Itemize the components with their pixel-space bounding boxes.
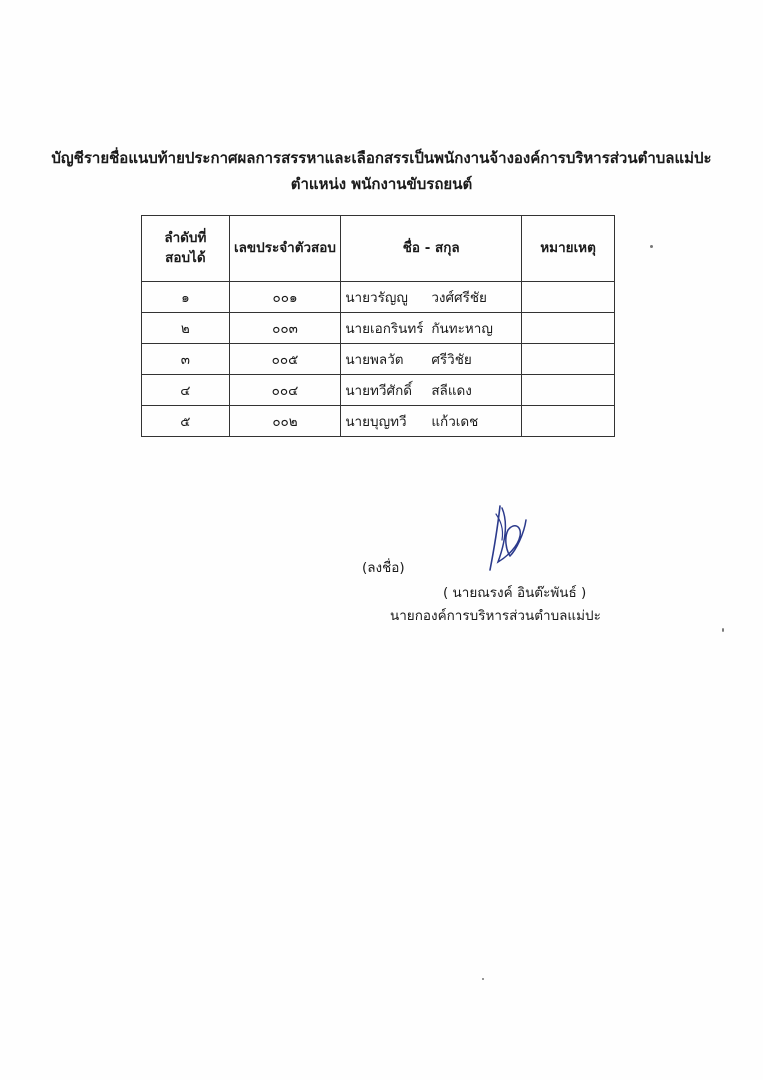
cell-rank: ๕: [142, 406, 230, 437]
cell-name: [341, 375, 522, 406]
table-row: [142, 344, 615, 375]
cell-exam-id: ๐๐๓: [229, 313, 341, 344]
handwritten-signature: [478, 500, 548, 578]
header-rank: [142, 216, 230, 282]
table-row: [142, 313, 615, 344]
header-name: ชื่อ - สกุล: [341, 216, 522, 282]
first-name: นายพลวัต: [345, 352, 404, 368]
header-rank-line1: ลำดับที่: [164, 229, 207, 246]
header-rank-line2: สอบได้: [165, 249, 206, 266]
document-title: บัญชีรายชื่อแนบท้ายประกาศผลการสรรหาและเลือกสรรเป็นพนักงานจ้างองค์การบริหารส่วนตำบลแม่ปะ: [51, 149, 712, 167]
cell-exam-id: ๐๐๑: [229, 282, 341, 313]
last-name: วงศ์ศรีชัย: [431, 290, 487, 306]
cell-remark: [522, 344, 615, 375]
table-header-row: [142, 216, 615, 282]
table-row: [142, 375, 615, 406]
header-exam-id: เลขประจำตัวสอบ: [229, 216, 341, 282]
cell-remark: [522, 375, 615, 406]
last-name: กันทะหาญ: [431, 321, 493, 337]
cell-remark: [522, 313, 615, 344]
cell-name: [341, 406, 522, 437]
first-name: นายทวีศักดิ์: [345, 383, 413, 399]
cell-rank: ๑: [142, 282, 230, 313]
table-row: [142, 282, 615, 313]
first-name: นายบุญทวี: [345, 414, 407, 430]
last-name: ศรีวิชัย: [431, 352, 472, 368]
table-row: [142, 406, 615, 437]
cell-rank: ๔: [142, 375, 230, 406]
signer-name: ( นายณรงค์ อินต๊ะพันธ์ ): [443, 585, 587, 601]
cell-exam-id: ๐๐๔: [229, 375, 341, 406]
cell-name: [341, 282, 522, 313]
cell-exam-id: ๐๐๒: [229, 406, 341, 437]
cell-remark: [522, 282, 615, 313]
cell-name: [341, 313, 522, 344]
signature-label: (ลงชื่อ): [362, 560, 405, 576]
last-name: แก้วเดช: [431, 414, 479, 430]
scan-speck: [722, 628, 724, 632]
cell-rank: ๓: [142, 344, 230, 375]
scan-speck: [482, 978, 484, 980]
cell-exam-id: ๐๐๕: [229, 344, 341, 375]
cell-rank: ๒: [142, 313, 230, 344]
header-remark: หมายเหตุ: [522, 216, 615, 282]
first-name: นายวรัญญู: [345, 290, 408, 306]
scan-speck: [650, 245, 653, 248]
position-title: ตำแหน่ง พนักงานขับรถยนต์: [290, 175, 473, 193]
first-name: นายเอกรินทร์: [345, 321, 424, 337]
cell-remark: [522, 406, 615, 437]
candidate-table: [141, 215, 615, 437]
last-name: สลีแดง: [431, 383, 472, 399]
signer-position: นายกองค์การบริหารส่วนตำบลแม่ปะ: [390, 608, 601, 624]
cell-name: [341, 344, 522, 375]
